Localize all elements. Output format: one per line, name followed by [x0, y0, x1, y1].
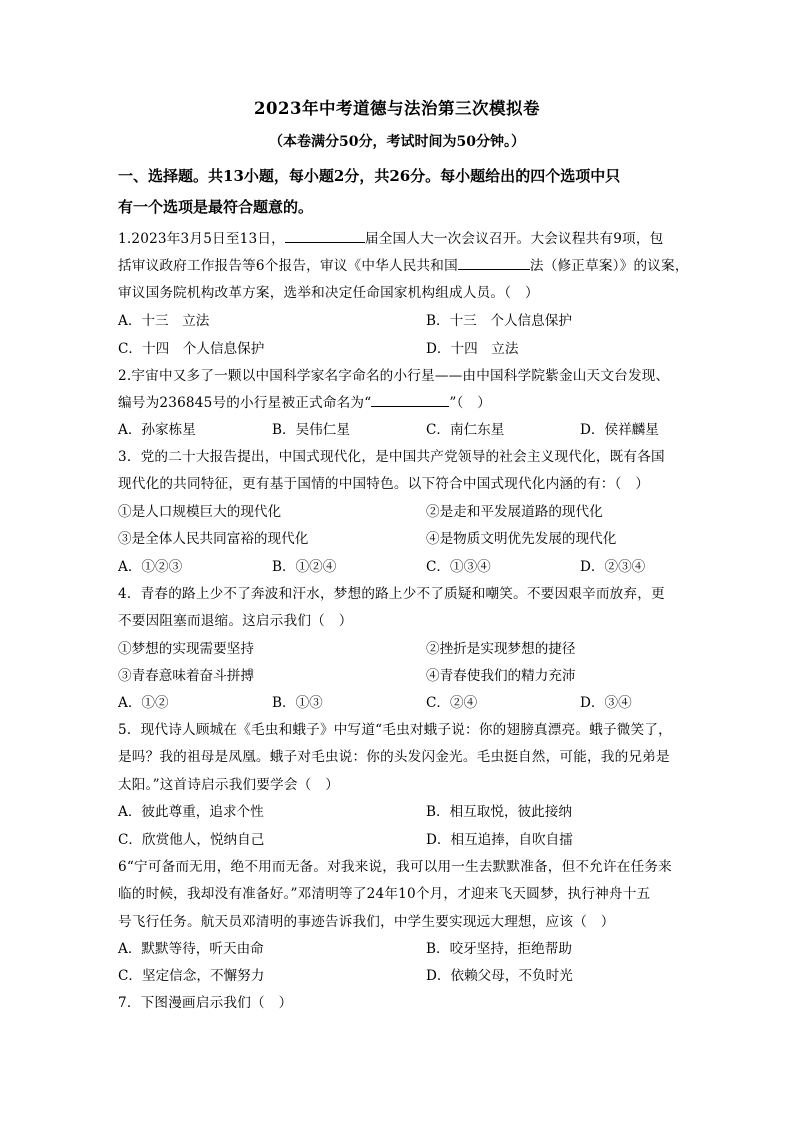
q3-option-b: B．①②④	[272, 559, 337, 575]
q2-line-1: 2.宇宙中又多了一颗以中国科学家名字命名的小行星——由中国科学院紫金山天文台发现、	[118, 368, 670, 384]
q4-statement-1: ①梦想的实现需要坚持	[118, 641, 254, 657]
q4-option-c: C．②④	[426, 695, 478, 711]
q1-blank-2	[458, 256, 530, 270]
q4-option-b: B．①③	[272, 695, 323, 711]
q6-option-b: B．咬牙坚持，拒绝帮助	[426, 941, 572, 957]
q3-line-1: 3．党的二十大报告提出，中国式现代化，是中国共产党领导的社会主义现代化，既有各国	[118, 449, 665, 465]
q1-option-a: A．十三 立法	[118, 313, 210, 329]
q1-option-d: D．十四 立法	[426, 341, 519, 357]
q7-line-1: 7．下图漫画启示我们（ ）	[118, 995, 293, 1011]
q1-line-2	[118, 254, 689, 274]
q4-line-1: 4．青春的路上少不了奔波和汗水，梦想的路上少不了质疑和嘲笑。不要因艰辛而放弃，更	[118, 586, 665, 602]
q5-option-a: A．彼此尊重，追求个性	[118, 804, 264, 820]
q5-option-b: B．相互取悦，彼此接纳	[426, 804, 572, 820]
q2-option-a: A．孙家栋星	[118, 422, 196, 438]
q4-statement-3: ③青春意味着奋斗拼搏	[118, 668, 254, 684]
q1-line-2-start: 括审议政府工作报告等6个报告，审议《中华人民共和国	[118, 258, 458, 274]
q1-line-3: 审议国务院机构改革方案，选举和决定任命国家机构组成人员。（ ）	[118, 285, 539, 301]
q3-line-2: 现代化的共同特征，更有基于国情的中国特色。以下符合中国式现代化内涵的有：（ ）	[118, 476, 650, 492]
exam-title: 2023年中考道德与法治第三次模拟卷	[254, 99, 540, 118]
q4-statement-2: ②挫折是实现梦想的捷径	[426, 641, 576, 657]
q2-line-2	[118, 391, 678, 411]
q5-option-c: C．欣赏他人，悦纳自己	[118, 832, 265, 848]
exam-subtitle: （本卷满分50分，考试时间为50分钟。）	[269, 134, 525, 150]
q2-option-c: C．南仁东星	[426, 422, 505, 438]
q3-option-c: C．①③④	[426, 559, 491, 575]
q1-line-1-start: 1.2023年3月5日至13日，	[118, 231, 285, 247]
q2-option-b: B．吴伟仁星	[272, 422, 350, 438]
q6-line-3: 号飞行任务。航天员邓清明的事迹告诉我们，中学生要实现远大理想，应该（ ）	[118, 914, 615, 930]
q1-option-b: B．十三 个人信息保护	[426, 313, 572, 329]
q6-option-d: D．依赖父母，不负时光	[426, 968, 573, 984]
q1-blank-1	[285, 229, 365, 243]
q3-statement-3: ③是全体人民共同富裕的现代化	[118, 531, 309, 547]
q6-line-1: 6“宁可备而无用，绝不用而无备。对我来说，我可以用一生去默默准备，但不允许在任务来	[118, 859, 672, 875]
q3-statement-2: ②是走和平发展道路的现代化	[426, 504, 603, 520]
section-heading-line-1: 一、选择题。共13小题，每小题2分，共26分。每小题给出的四个选项中只	[118, 167, 621, 185]
q6-option-c: C．坚定信念，不懈努力	[118, 968, 265, 984]
q2-line-2-end: ”（ ）	[449, 395, 492, 411]
q5-line-2: 是吗？我的祖母是凤凰。蛾子对毛虫说：你的头发闪金光。毛虫挺自然，可能，我的兄弟是	[118, 749, 670, 765]
q1-line-2-end: 法（修正草案）》的议案，	[529, 258, 689, 274]
q4-statement-4: ④青春使我们的精力充沛	[426, 668, 576, 684]
q2-blank	[371, 393, 449, 407]
q3-option-a: A．①②③	[118, 559, 183, 575]
q2-option-d: D．侯祥麟星	[580, 422, 659, 438]
q3-option-d: D．②③④	[580, 559, 646, 575]
section-heading-line-2: 有一个选项是最符合题意的。	[118, 198, 314, 216]
q3-statement-4: ④是物质文明优先发展的现代化	[426, 531, 617, 547]
q2-line-2-start: 编号为236845号的小行星被正式命名为“	[118, 395, 372, 411]
q5-option-d: D．相互追捧，自吹自擂	[426, 832, 573, 848]
q1-option-c: C．十四 个人信息保护	[118, 341, 265, 357]
q5-line-1: 5．现代诗人顾城在《毛虫和蛾子》中写道“毛虫对蛾子说：你的翅膀真漂亮。蛾子微笑了，	[118, 722, 672, 738]
q4-line-2: 不要因阻塞而退缩。这启示我们（ ）	[118, 613, 353, 629]
q4-option-d: D．③④	[580, 695, 632, 711]
q1-line-1	[118, 227, 678, 247]
q6-option-a: A．默默等待，听天由命	[118, 941, 264, 957]
q3-statement-1: ①是人口规模巨大的现代化	[118, 504, 282, 520]
q6-line-2: 临的时候，我却没有准备好。”邓清明等了24年10个月，才迎来飞天圆梦，执行神舟十五	[118, 886, 651, 902]
q4-option-a: A．①②	[118, 695, 169, 711]
q1-line-1-end: 届全国人大一次会议召开。大会议程共有9项，包	[364, 231, 664, 247]
q5-line-3: 太阳。”这首诗启示我们要学会（ ）	[118, 777, 340, 793]
